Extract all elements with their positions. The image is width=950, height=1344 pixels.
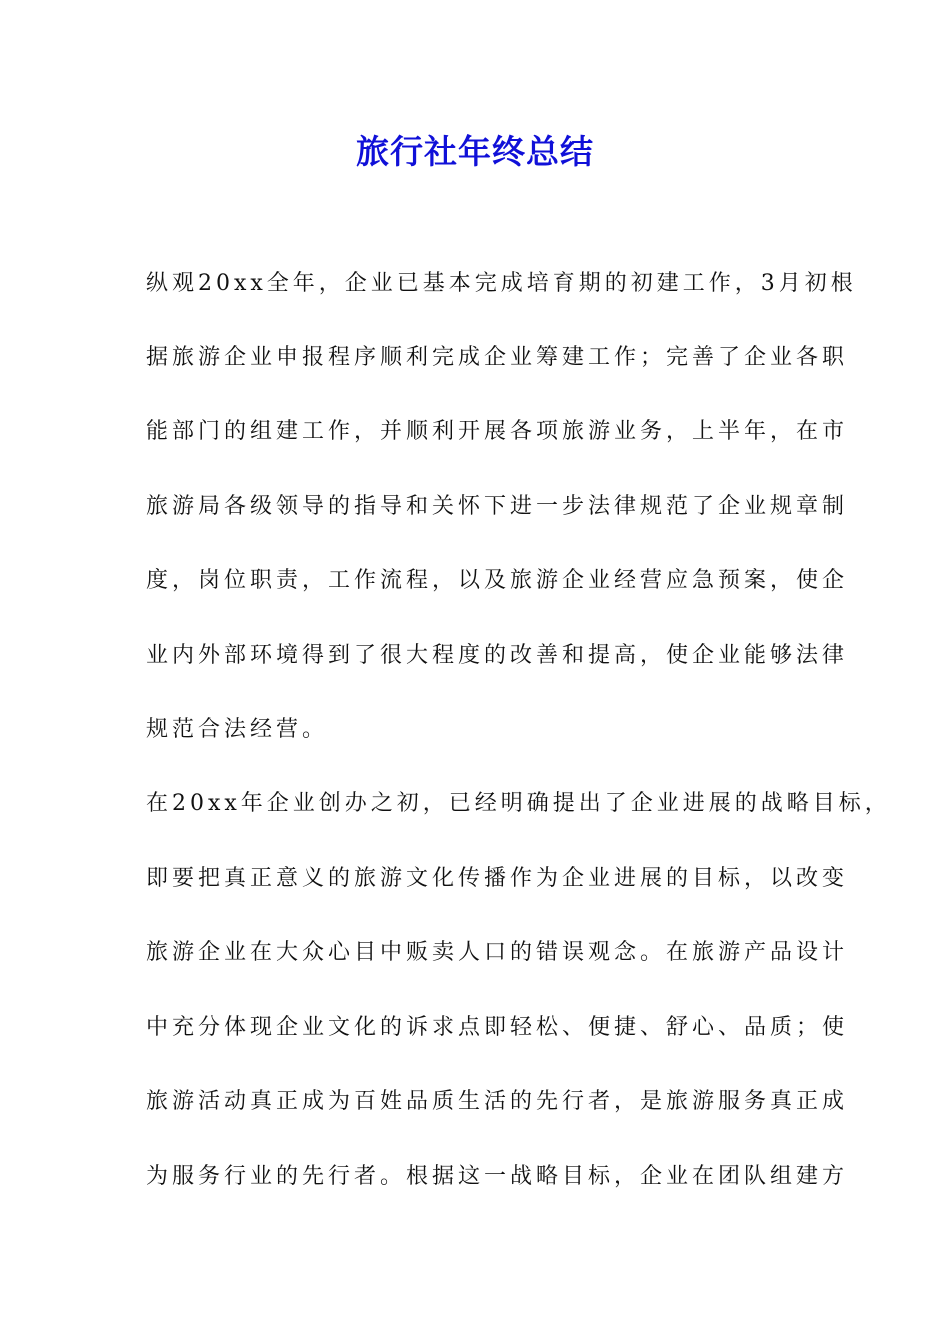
paragraph-line: 旅游活动真正成为百姓品质生活的先行者，是旅游服务真正成 — [146, 1089, 849, 1114]
paragraph-line: 旅游企业在大众心目中贩卖人口的错误观念。在旅游产品设计 — [146, 940, 849, 965]
document-title: 旅行社年终总结 — [356, 132, 594, 171]
paragraph-line: 中充分体现企业文化的诉求点即轻松、便捷、舒心、品质；使 — [146, 1015, 849, 1040]
paragraph-line: 度，岗位职责，工作流程，以及旅游企业经营应急预案，使企 — [146, 568, 849, 593]
paragraph-line: 业内外部环境得到了很大程度的改善和提高，使企业能够法律 — [146, 643, 849, 668]
paragraph-line: 即要把真正意义的旅游文化传播作为企业进展的目标，以改变 — [146, 866, 849, 891]
paragraph-line: 旅游局各级领导的指导和关怀下进一步法律规范了企业规章制 — [146, 494, 849, 519]
paragraph-line: 能部门的组建工作，并顺利开展各项旅游业务，上半年，在市 — [146, 419, 849, 444]
paragraph-line: 据旅游企业申报程序顺利完成企业筹建工作；完善了企业各职 — [146, 345, 849, 370]
paragraph-line: 规范合法经营。 — [146, 717, 329, 742]
paragraph-line: 纵观20xx全年，企业已基本完成培育期的初建工作，3月初根 — [146, 271, 857, 296]
paragraph-line: 为服务行业的先行者。根据这一战略目标，企业在团队组建方 — [146, 1164, 849, 1189]
paragraph-line: 在20xx年企业创办之初，已经明确提出了企业进展的战略目标， — [146, 791, 891, 816]
